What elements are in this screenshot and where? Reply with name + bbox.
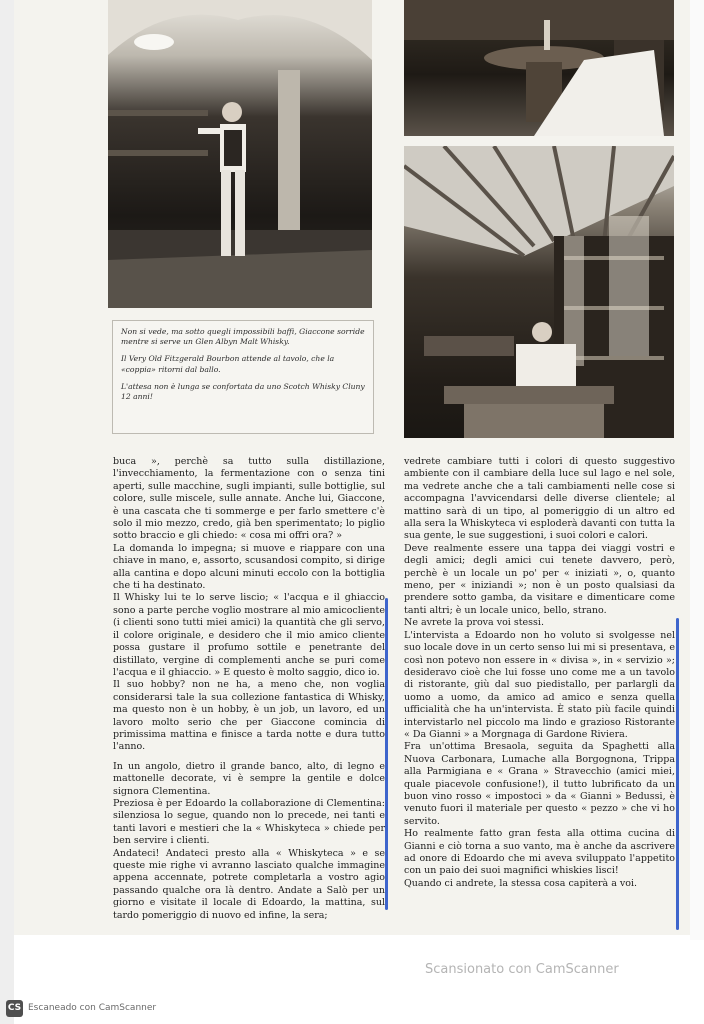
scanner-watermark: Scansionato con CamScanner <box>425 962 619 977</box>
paragraph: Andateci! Andateci presto alla « Whiskyteca » e se queste mie righe vi avranno lasciato qualche immagine appena accennate, potrete completarla a vostro agio passando qualche ora là dentro. Andate a Salò per un giorno e visitate il locale di Edoardo, la mattina, sul tardo pomeriggio di nuovo ed infine, la sera; <box>113 847 385 921</box>
paragraph: Ho realmente fatto gran festa alla ottima cucina di Gianni e ciò torna a suo vanto, ma è anche da ascrivere ad onore di Edoardo che mi aveva sviluppato l'appetito con un paio dei suoi magnifici whiskies lisci! <box>404 828 675 877</box>
photo-caption-box <box>112 320 374 434</box>
paragraph: Il Whisky lui te lo serve liscio; « l'acqua e il ghiaccio sono a parte perche voglio mostrare al mio amicocliente (i clienti sono tutti miei amici) la quantità che gli servo, il colore originale, e desidero che il mio amico cliente possa gustare il profumo sottile e penetrante del distillato, vergine di complementi anche se puri come l'acqua e il ghiaccio. » E questo è molto saggio, dico io. <box>113 592 385 678</box>
pen-marking <box>676 618 679 930</box>
paragraph: La domanda lo impegna; si muove e riappare con una chiave in mano, e, assorto, scusandosi compito, si dirige alla cantina e dopo alcuni minuti eccolo con la bottiglia che ti ha destinato. <box>113 542 385 592</box>
camscanner-logo-icon: CS <box>6 1000 23 1017</box>
scan-margin <box>0 0 14 1024</box>
paragraph: Fra un'ottima Bresaola, seguita da Spaghetti alla Nuova Carbonara, Lumache alla Borgognona, Trippa alla Parmigiana e « Grana » Stravecchio (amici miei, quale piacevole confusione!), il tutto lubrificato da un buon vino rosso « impostoci » da « Gianni » Bedussi, è venuto fuori il materiale per questo « pezzo » che vi ho servito. <box>404 741 675 827</box>
caption-line: L'attesa non è lunga se confortata da uno Scotch Whisky Cluny 12 anni! <box>121 381 365 402</box>
paragraph: Quando ci andrete, la stessa cosa capiterà a voi. <box>404 877 638 889</box>
photo-whisky-room <box>404 146 674 438</box>
paragraph: Il suo hobby? non ne ha, a meno che, non voglia considerarsi tale la sua collezione fantastica di Whisky, ma questo non è un hobby, è un job, un lavoro, ed un lavoro molto serio che per Giaccone comincia di primissima mattina e finisce a tarda notte e dura tutto l'anno. <box>113 679 385 753</box>
scanner-footer-text: Escaneado con CamScanner <box>28 1003 157 1013</box>
caption-line: Il Very Old Fitzgerald Bourbon attende al tavolo, che la «coppia» ritorni dal ballo. <box>121 354 335 374</box>
paragraph: Preziosa è per Edoardo la collaborazione di Clementina: silenziosa lo segue, quando non lo precede, nei tanti e tanti lavori e mestieri che la « Whiskyteca » chiede per ben servire i clienti. <box>113 797 385 847</box>
caption-line: Non si vede, ma sotto quegli impossibili baffi, Giaccone sorride mentre si serve un Glen Albyn Malt Whisky. <box>121 327 365 347</box>
article-column-left <box>113 456 385 922</box>
photo-bartender <box>108 0 372 308</box>
paragraph: Ne avrete la prova voi stessi. <box>404 617 544 629</box>
paragraph: Deve realmente essere una tappa dei viaggi vostri e degli amici; degli amici cui tenete davvero, però, perchè è un locale un po' per « iniziati », o, quanto meno, per « iniziandi »; non è un posto qualsiasi da prendere sotto gamba, da visitare e dimenticare come tanti altri; è un locale unico, bello, strano. <box>404 542 675 616</box>
photo-table <box>404 0 674 136</box>
pen-marking <box>385 598 388 910</box>
scan-margin-right <box>690 0 704 940</box>
paragraph: vedrete cambiare tutti i colori di questo suggestivo ambiente con il cambiare della luce sul lago e nel sole, ma vedrete anche che a tali cambiamenti nelle cose si accompagna l'avvicendarsi delle diverse clientele; al mattino sarà di un tipo, al pomeriggio di un altro ed alla sera la Whiskyteca vi esploderà davanti con tutta la sua gente, le sue suggestioni, i suoi colori e calori. <box>404 456 675 542</box>
article-column-right <box>404 456 675 890</box>
paragraph: buca », perchè sa tutto sulla distillazione, l'invecchiamento, la fermentazione con o senza tini aperti, sulle macchine, sugli impianti, sulle bottiglie, sul colore, sulle miscele, sulle annate. Anche lui, Giaccone, è una cascata che ti sommerge e per farlo smettere c'è solo il mio mezzo, credo, già ben sperimentato; lo piglio sotto braccio e gli chiedo: « cosa mi offri ora? » <box>113 456 385 542</box>
paragraph: In un angolo, dietro il grande banco, alto, di legno e mattonelle decorate, vi è sempre la gentile e dolce signora Clementina. <box>113 760 385 797</box>
paragraph: L'intervista a Edoardo non ho voluto si svolgesse nel suo locale dove in un certo senso lui mi si presentava, e così non potevo non essere in « divisa », in « servizio »; desideravo cioè che lui fosse uno come me a un tavolo di ristorante, giù dal suo piedistallo, per parlargli da uomo a uomo, da amico ad amico e senza quella ufficialità che ha un'intervista. È stato più facile quindi intervistarlo nel piccolo ma lindo e grazioso Ristorante « Da Gianni » a Morgnaga di Gardone Riviera. <box>404 629 675 740</box>
